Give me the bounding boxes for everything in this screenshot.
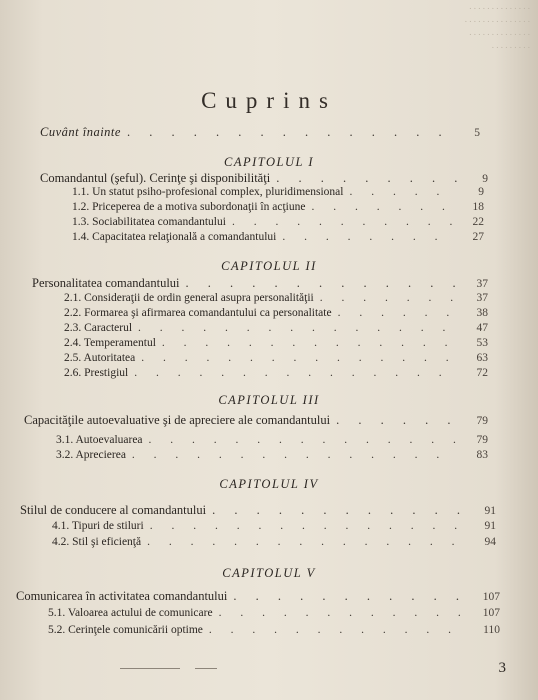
toc-page-number: 91	[484, 505, 496, 517]
dot-leader	[209, 622, 470, 638]
toc-entry-text: 3.2. Aprecierea	[56, 449, 126, 461]
toc-entry-text: 2.6. Prestigiul	[64, 367, 129, 379]
toc-entry-text: 1.3. Sociabilitatea comandantului	[72, 216, 226, 228]
toc-section[interactable]	[64, 350, 488, 366]
toc-entry-text: 2.1. Consideraţii de ordin general asupra personalităţii	[64, 292, 314, 304]
chapter-heading: CAPITOLUL II	[221, 259, 317, 273]
toc-page-number: 37	[476, 278, 488, 290]
toc-section[interactable]	[52, 534, 496, 550]
toc-page-number: 22	[472, 216, 484, 228]
dot-leader	[138, 320, 458, 336]
toc-section[interactable]	[64, 305, 488, 321]
toc-entry-text: 3.1. Autoevaluarea	[56, 434, 143, 446]
toc-entry-text: Capacităţile autoevaluative şi de apreciere ale comandantului	[24, 413, 331, 427]
toc-entry-text: Personalitatea comandantului	[32, 276, 180, 290]
toc-entry-text: Comunicarea în activitatea comandantului	[16, 589, 228, 603]
toc-section[interactable]	[72, 229, 484, 245]
dot-leader	[147, 534, 466, 550]
toc-page-number: 5	[474, 127, 480, 139]
toc-chapter-title[interactable]	[32, 275, 488, 291]
toc-section[interactable]	[64, 365, 488, 381]
toc-entry-text: 1.1. Un statut psiho-profesional complex, pluridimensional	[72, 186, 344, 198]
toc-entry-text: Comandantul (şeful). Cerinţe şi disponibilităţi	[40, 171, 271, 185]
toc-page-number: 94	[484, 536, 496, 548]
toc-chapter-title[interactable]	[20, 502, 496, 518]
toc-page-number: 72	[476, 367, 488, 379]
toc-section[interactable]	[64, 320, 488, 336]
bleed-through-text: . . . . . . . . . . . . . . . . . . . . . . . . . . . . . . . . . . . . . . . . . . . . . . . . . . . .	[464, 1, 530, 50]
toc-page-number: 37	[476, 292, 488, 304]
toc-entry-text: 4.1. Tipuri de stiluri	[52, 520, 144, 532]
toc-section[interactable]	[64, 290, 488, 306]
toc-page-number: 47	[476, 322, 488, 334]
toc-page-number: 83	[476, 449, 488, 461]
dot-leader	[336, 412, 458, 428]
dot-leader	[212, 502, 466, 518]
toc-page-number: 27	[472, 231, 484, 243]
toc-section[interactable]	[72, 199, 484, 215]
toc-entry-text: 1.4. Capacitatea relaţională a comandantului	[72, 231, 277, 243]
toc-entry-text: 1.2. Priceperea de a motiva subordonaţii în acţiune	[72, 201, 306, 213]
dot-leader	[233, 588, 470, 604]
toc-page-number: 9	[478, 186, 484, 198]
toc-page-number: 53	[476, 337, 488, 349]
page-number: 3	[498, 660, 506, 676]
toc-entry-text: 2.2. Formarea şi afirmarea comandantului ca personalitate	[64, 307, 332, 319]
dot-leader	[186, 275, 458, 291]
footer-rule	[120, 668, 180, 669]
dot-leader	[219, 605, 470, 621]
toc-section[interactable]	[52, 518, 496, 534]
chapter-heading: CAPITOLUL III	[218, 393, 320, 407]
toc-chapter-title[interactable]	[16, 588, 500, 604]
toc-section[interactable]	[72, 214, 484, 230]
toc-entry-text: 2.5. Autoritatea	[64, 352, 136, 364]
dot-leader	[150, 518, 466, 534]
dot-leader	[338, 305, 458, 321]
dot-leader	[149, 432, 458, 448]
toc-entry-text: 5.2. Cerinţele comunicării optime	[48, 624, 203, 636]
toc-section[interactable]	[72, 184, 484, 200]
toc-entry-text: Stilul de conducere al comandantului	[20, 503, 207, 517]
dot-leader	[162, 335, 458, 351]
toc-entry-text: 4.2. Stil şi eficienţă	[52, 536, 142, 548]
dot-leader	[132, 447, 458, 463]
toc-chapter-title[interactable]	[24, 412, 488, 428]
toc-entry-text: 5.1. Valoarea actului de comunicare	[48, 607, 213, 619]
chapter-heading: CAPITOLUL IV	[219, 477, 319, 491]
toc-entry-text: Cuvânt înainte	[40, 125, 121, 139]
toc-page-number: 18	[472, 201, 484, 213]
chapter-heading: CAPITOLUL V	[222, 566, 316, 580]
toc-page-number: 110	[483, 624, 500, 636]
toc-section[interactable]	[48, 622, 500, 638]
toc-page-number: 107	[482, 607, 500, 619]
toc-section[interactable]	[48, 605, 500, 621]
dot-leader	[141, 350, 458, 366]
toc-section[interactable]	[56, 447, 488, 463]
toc-page-number: 79	[476, 434, 488, 446]
chapter-heading: CAPITOLUL I	[223, 155, 315, 169]
toc-section[interactable]	[64, 335, 488, 351]
toc-page-number: 79	[476, 415, 488, 427]
toc-page-number: 63	[476, 352, 488, 364]
toc-section[interactable]	[56, 432, 488, 448]
footer-rule	[195, 668, 217, 669]
toc-page-number: 107	[482, 591, 500, 603]
toc-page-number: 9	[482, 173, 488, 185]
toc-entry-text: 2.4. Temperamentul	[64, 337, 156, 349]
toc-page-number: 91	[484, 520, 496, 532]
dot-leader	[282, 229, 454, 245]
dot-leader	[127, 124, 450, 140]
toc-entry-intro[interactable]	[40, 124, 480, 140]
page-title: Cuprins	[201, 88, 337, 113]
dot-leader	[350, 184, 455, 200]
toc-entry-text: 2.3. Caracterul	[64, 322, 133, 334]
dot-leader	[232, 214, 454, 230]
dot-leader	[320, 290, 458, 306]
toc-page-number: 38	[476, 307, 488, 319]
dot-leader	[311, 199, 454, 215]
dot-leader	[134, 365, 458, 381]
